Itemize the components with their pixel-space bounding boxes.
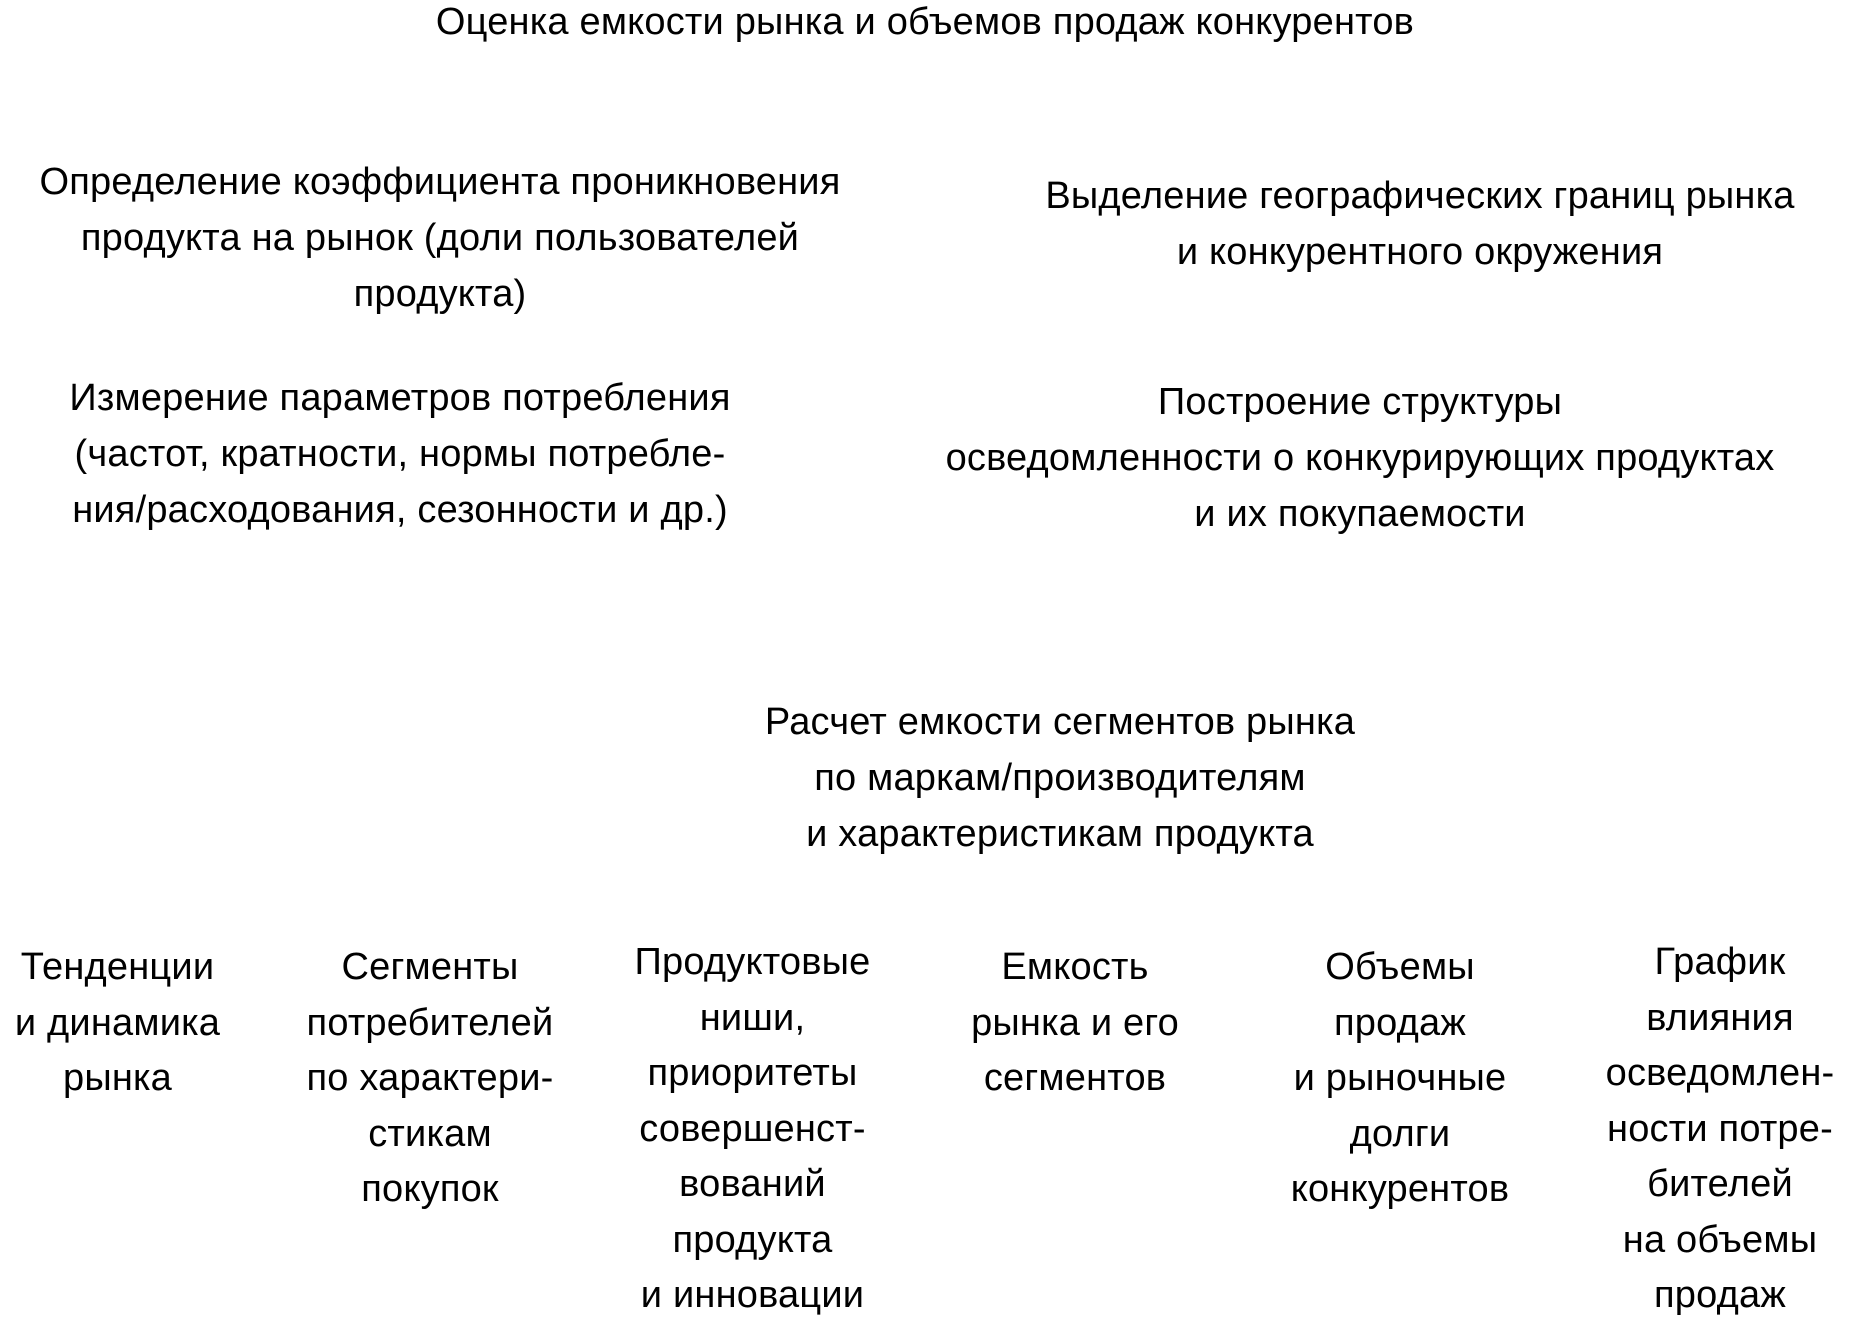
step-consumption-line-2: (частот, кратности, нормы потребле- [74,433,726,475]
step-consumption-line-1: Измерение параметров потребления [69,377,731,419]
output-product-niches-line-3: приоритеты [647,1052,858,1094]
output-product-niches-line-2: ниши, [699,996,806,1039]
step-penetration-line-1: Определение коэффициента проникновения [39,161,841,203]
output-awareness-graph-line-2: влияния [1646,996,1794,1039]
output-awareness-graph-line-7: продаж [1654,1274,1786,1316]
output-product-niches-line-7: и инновации [640,1274,865,1316]
output-consumer-segments-line-5: покупок [361,1168,499,1210]
output-market-capacity-line-3: сегментов [983,1057,1167,1099]
output-product-niches-line-5: вований [679,1163,826,1205]
output-awareness-graph-line-5: бителей [1647,1163,1793,1205]
output-sales-volumes [1265,940,1535,1218]
output-consumer-segments-line-1: Сегменты [341,946,519,988]
output-awareness-graph-line-3: осведомлен- [1605,1052,1835,1094]
output-market-trends-line-1: Тенденции [20,946,215,988]
output-sales-volumes-line-5: конкурентов [1290,1168,1510,1210]
step-segments-calc [610,694,1510,862]
output-market-trends [0,940,235,1107]
output-consumer-segments [290,940,570,1218]
step-penetration-line-2: продукта на рынок (доли пользователей [80,217,800,259]
step-awareness-line-3: и их покупаемости [1194,493,1526,535]
output-market-capacity [945,940,1205,1107]
output-consumer-segments-line-3: по характери- [306,1057,554,1099]
output-product-niches-line-1: Продуктовые [634,941,871,983]
output-awareness-graph-line-1: График [1654,941,1786,983]
output-sales-volumes-line-4: долги [1349,1112,1451,1155]
step-geography [980,168,1850,280]
output-consumer-segments-line-2: потребителей [306,1001,554,1044]
output-awareness-graph-line-4: ности потре- [1607,1107,1833,1150]
output-product-niches-line-6: продукта [672,1218,833,1261]
output-sales-volumes-line-3: и рыночные [1293,1057,1507,1099]
step-geography-line-1: Выделение географических границ рынка [1045,175,1795,217]
diagram-title-text: Оценка емкости рынка и объемов продаж конкурентов [435,1,1415,43]
step-awareness [900,374,1820,542]
output-sales-volumes-line-2: продаж [1334,1001,1466,1044]
step-geography-line-2: и конкурентного окружения [1176,231,1664,273]
output-market-capacity-line-1: Емкость [1001,946,1149,988]
step-consumption [0,370,800,538]
output-sales-volumes-line-1: Объемы [1325,946,1475,988]
diagram-title [0,0,1850,50]
step-awareness-line-1: Построение структуры [1157,381,1563,423]
output-product-niches [615,935,890,1324]
output-product-niches-line-4: совершенст- [639,1107,866,1150]
output-awareness-graph-line-6: на объемы [1622,1218,1818,1261]
step-penetration [0,154,880,322]
output-market-capacity-line-2: рынка и его [971,1001,1179,1044]
output-awareness-graph [1590,935,1850,1324]
output-market-trends-line-2: и динамика [14,1001,221,1044]
step-segments-calc-line-3: и характеристикам продукта [806,813,1314,855]
output-consumer-segments-line-4: стикам [368,1112,492,1155]
step-penetration-line-3: продукта) [353,273,527,315]
step-consumption-line-3: ния/расходования, сезонности и др.) [72,489,728,531]
step-segments-calc-line-2: по маркам/производителям [814,757,1306,799]
output-market-trends-line-3: рынка [62,1057,173,1099]
step-awareness-line-2: осведомленности о конкурирующих продуктах [945,437,1775,479]
step-segments-calc-line-1: Расчет емкости сегментов рынка [764,701,1356,743]
